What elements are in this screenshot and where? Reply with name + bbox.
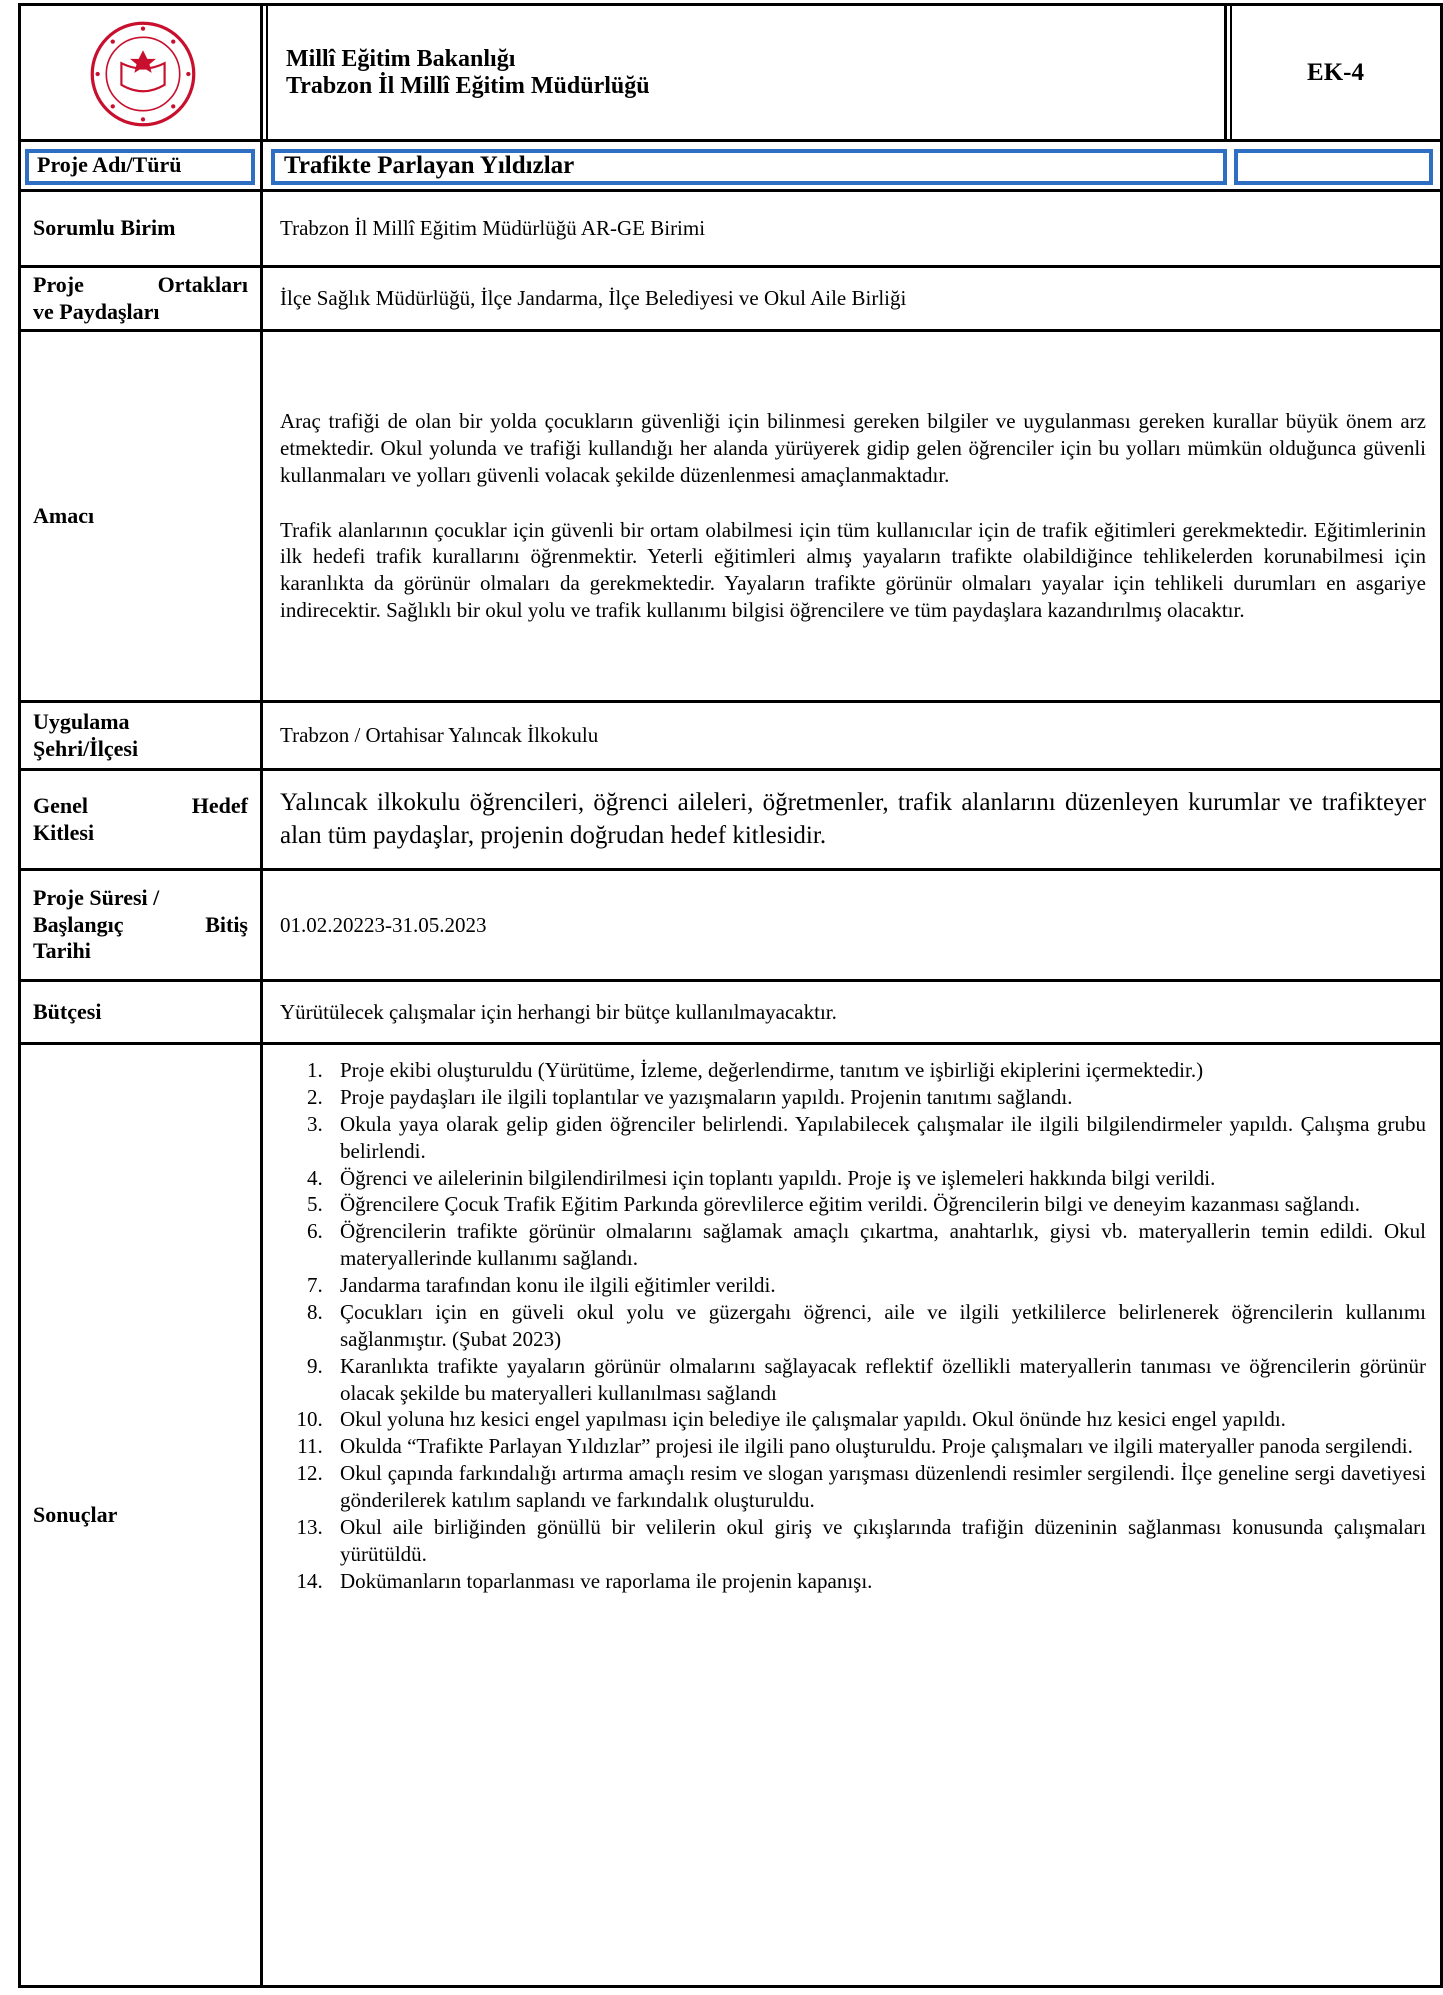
project-form [18,3,1443,1988]
result-item: 7. Jandarma tarafından konu ile ilgili eğitimler verildi. [328,1272,1426,1299]
result-item: 14. Dokümanların toparlanması ve raporlama ile projenin kapanışı. [328,1568,1426,1595]
result-item: 13. Okul aile birliğinden gönüllü bir velilerin okul giriş ve çıkışlarında trafiğin düzeninin sağlanması konusunda çalışmaları yürütüldü. [328,1514,1426,1568]
budget-row [21,982,1440,1045]
project-type-box [1234,149,1433,185]
budget-value: Yürütülecek çalışmalar için herhangi bir bütçe kullanılmayacaktır. [280,999,837,1024]
purpose-paragraph-2: Trafik alanlarının çocuklar için güvenli bir ortam olabilmesi için tüm kullanıcılar için de trafik eğitimleri gerekmektedir. Eğitimlerinin ilk hedefi trafik kurallarını öğrenmektir. Yeterli eğitimleri almış yayaların trafikte olabildiğince tehlikelerden korunabilmesi için karanlıkta da görünür olmaları da gerekmektedir. Yayaların trafikte görünür olmaları yayalar için tehlikeli durumları en asgariye indirecektir. Sağlıklı bir okul yolu ve trafik kullanımı bilgisi öğrencilere ve tüm paydaşlara kazandırılmış olacaktır. [280,517,1426,623]
purpose-row [21,332,1440,703]
partners-row [21,268,1440,332]
result-item: 3. Okula yaya olarak gelip giden öğrenciler belirlendi. Yapılabilecek çalışmalar ile ilgili bilgilendirmeler yapıldı. Çalışma grubu belirlendi. [328,1111,1426,1165]
results-row [21,1045,1440,1985]
partners-label: Proje Ortakları ve Paydaşları [33,272,248,324]
results-label: Sonuçlar [33,1501,118,1527]
project-name-value: Trafikte Parlayan Yıldızlar [284,151,575,179]
result-item: 10. Okul yoluna hız kesici engel yapılması için belediye ile çalışmalar yapıldı. Okul önünde hız kesici engel yapıldı. [328,1406,1426,1433]
header-row [21,6,1440,142]
duration-value: 01.02.20223-31.05.2023 [280,912,487,937]
result-item: 8. Çocukları için en güveli okul yolu ve güzergahı öğrenci, aile ve ilgili yetkililerce belirlenerek öğrencilerin kullanımı sağlanmıştır. (Şubat 2023) [328,1299,1426,1353]
result-item: 12. Okul çapında farkındalığı artırma amaçlı resim ve slogan yarışması düzenlendi resimler sergilendi. İlçe geneline sergi davetiyesi gönderilerek katılım saplandı ve farkındalık oluşturuldu. [328,1460,1426,1514]
budget-label: Bütçesi [33,998,102,1024]
result-item: 6. Öğrencilerin trafikte görünür olmalarını sağlamak amaçlı çıkartma, anahtarlık, giysi vb. materyallerin temin edildi. Okul materyallerinde kullanımı sağlandı. [328,1218,1426,1272]
ministry-logo [89,20,197,128]
result-item: 4. Öğrenci ve ailelerinin bilgilendirilmesi için toplantı yapıldı. Proje iş ve işlemeleri hakkında bilgi verildi. [328,1165,1426,1192]
results-value [266,1045,1440,1985]
responsible-unit-row [21,192,1440,268]
purpose-label: Amacı [33,502,95,528]
result-item: 2. Proje paydaşları ile ilgili toplantılar ve yazışmaların yapıldı. Projenin tanıtımı sağlandı. [328,1084,1426,1111]
project-name-row [21,142,1440,192]
responsible-unit-label: Sorumlu Birim [33,215,176,241]
duration-label: Proje Süresi / Başlangıç Bitiş Tarihi [33,885,248,964]
result-item: 5. Öğrencilere Çocuk Trafik Eğitim Parkında görevlilerce eğitim verildi. Öğrencilerin bilgi ve deneyim kazanması sağlandı. [328,1191,1426,1218]
result-item: 11. Okulda “Trafikte Parlayan Yıldızlar” projesi ile ilgili pano oluşturuldu. Proje çalışmaları ve ilgili materyaller panoda sergilendi. [328,1433,1426,1460]
ministry-title: Millî Eğitim Bakanlığı [286,45,516,72]
purpose-value [266,332,1440,700]
result-item: 1. Proje ekibi oluşturuldu (Yürütüme, İzleme, değerlendirme, tanıtım ve işbirliği ekiplerini içermektedir.) [328,1057,1426,1084]
location-row [21,703,1440,771]
location-label: Uygulama Şehri/İlçesi [33,709,139,761]
result-item: 9. Karanlıkta trafikte yayaların görünür olmalarını sağlayacak reflektif özellikli materyallerin tanıması ve öğrencilerin görünür olacak şekilde bu materyalleri kullanılması sağlandı [328,1353,1426,1407]
directorate-title: Trabzon İl Millî Eğitim Müdürlüğü [286,72,650,99]
audience-row [21,771,1440,871]
duration-row [21,871,1440,982]
annex-label: EK-4 [1307,58,1364,86]
purpose-paragraph-1: Araç trafiği de olan bir yolda çocukların güvenliği için bilinmesi gereken bilgiler ve uygulanması gereken kurallar büyük önem arz etmektedir. Okul yolunda ve trafiği kullandığı her alanda yürüyerek gidip gelen öğrenciler için bu yolları mümkün olduğunca güvenli kullanmaları ve yolları güvenli volacak şekilde düzenlenmesi amaçlanmaktadır. [280,408,1426,487]
results-list [284,1057,1426,1595]
location-value: Trabzon / Ortahisar Yalıncak İlkokulu [280,723,599,748]
project-name-label: Proje Adı/Türü [37,152,182,178]
partners-value: İlçe Sağlık Müdürlüğü, İlçe Jandarma, İlçe Belediyesi ve Okul Aile Birliği [280,286,907,311]
audience-value: Yalıncak ilkokulu öğrencileri, öğrenci aileleri, öğretmenler, trafik alanlarını düzenleyen kurumlar ve trafikteyer alan tüm paydaşlar, projenin doğrudan hedef kitlesidir. [280,789,1426,849]
audience-label: Genel Hedef Kitlesi [33,793,248,845]
responsible-unit-value: Trabzon İl Millî Eğitim Müdürlüğü AR-GE Birimi [280,216,706,241]
